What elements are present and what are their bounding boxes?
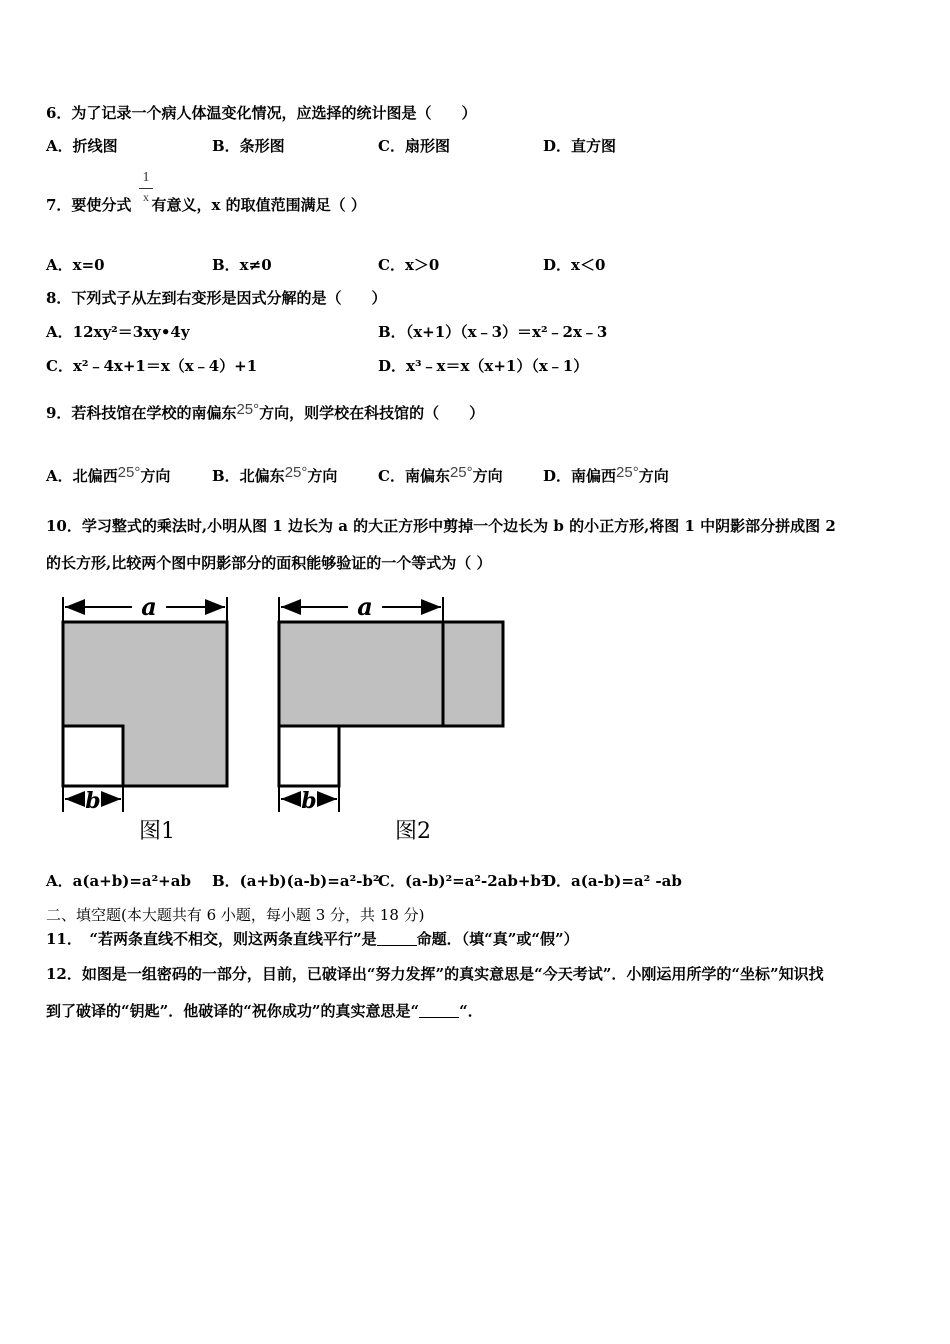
figure1-label-a: a bbox=[141, 592, 157, 621]
q8-option-c bbox=[46, 355, 257, 376]
q8-stem: 8．下列式子从左到右变形是因式分解的是（ ） bbox=[46, 289, 387, 307]
q7-frac-denominator: x bbox=[143, 190, 149, 204]
q8-option-c-label: C． bbox=[46, 357, 73, 375]
q9-option-b-suffix: 方向 bbox=[307, 467, 338, 485]
section2-title: 二、填空题(本大题共有 6 小题，每小题 3 分，共 18 分) bbox=[46, 906, 425, 924]
q10-stem-line2: 的长方形,比较两个图中阴影部分的面积能够验证的一个等式为（ ） bbox=[46, 554, 492, 572]
q8-option-a-text: 12xy²＝3xy•4y bbox=[72, 323, 190, 341]
q12-answer-blank[interactable] bbox=[419, 1016, 459, 1018]
q9-angle: 25° bbox=[236, 401, 260, 418]
q6-option-a: A．折线图 bbox=[46, 137, 118, 155]
figure2-label-b: b bbox=[301, 788, 317, 814]
q9-option-a-angle: 25° bbox=[117, 464, 141, 481]
q6-option-c: C．扇形图 bbox=[378, 137, 450, 155]
figure1-label-b: b bbox=[85, 788, 101, 814]
q12-stem-after: “． bbox=[459, 1002, 483, 1020]
q10-option-d: D．a(a-b)=a² -ab bbox=[543, 872, 682, 890]
q9-option-c-text: C．南偏东 bbox=[378, 467, 450, 485]
q7-frac-bar bbox=[139, 188, 153, 189]
q10-option-b: B．(a+b)(a-b)=a²-b² bbox=[212, 872, 380, 890]
q8-option-a-label: A． bbox=[46, 323, 73, 341]
figure2 bbox=[279, 592, 503, 844]
q7-option-a: A．x=0 bbox=[46, 256, 105, 274]
q7-frac-numerator: 1 bbox=[142, 170, 150, 185]
q11-stem-before: 11． “若两条直线不相交，则这两条直线平行”是 bbox=[46, 930, 377, 948]
q7-stem-after: 有意义，x 的取值范围满足（ ） bbox=[151, 196, 366, 214]
q9-option-a-text: A．北偏西 bbox=[46, 467, 118, 485]
q9-option-b bbox=[212, 464, 337, 486]
q9-option-c-suffix: 方向 bbox=[472, 467, 503, 485]
q12-stem-line2 bbox=[46, 1000, 483, 1021]
q6-option-b: B．条形图 bbox=[212, 137, 285, 155]
q9-option-c-angle: 25° bbox=[449, 464, 473, 481]
q11-stem-after: 命题．（填“真”或“假”） bbox=[416, 930, 579, 948]
q9-option-b-angle: 25° bbox=[284, 464, 308, 481]
q10-option-c: C．(a-b)²=a²-2ab+b² bbox=[378, 872, 548, 890]
figure2-small-square bbox=[279, 726, 339, 786]
q7-stem bbox=[46, 194, 366, 215]
q8-option-b-text: （x+1）（x﹣3）＝x²﹣2x﹣3 bbox=[405, 323, 608, 341]
q9-option-d-text: D．南偏西 bbox=[543, 467, 617, 485]
figure1-caption: 图1 bbox=[139, 819, 175, 844]
q11-answer-blank[interactable] bbox=[377, 944, 417, 946]
q6-stem: 6．为了记录一个病人体温变化情况，应选择的统计图是（ ） bbox=[46, 104, 477, 122]
q9-option-c bbox=[378, 464, 503, 486]
figure1 bbox=[63, 592, 227, 844]
q7-option-c: C．x＞0 bbox=[378, 256, 440, 274]
figure2-label-a: a bbox=[357, 592, 373, 621]
q7-option-d: D．x＜0 bbox=[543, 256, 606, 274]
q8-option-d-text: x³﹣x＝x（x+1）（x﹣1） bbox=[406, 357, 589, 375]
figure1-small-square bbox=[63, 726, 123, 786]
q8-option-b bbox=[378, 321, 607, 342]
q8-option-d-label: D． bbox=[378, 357, 407, 375]
q9-stem-after: 方向，则学校在科技馆的（ ） bbox=[259, 404, 485, 422]
q12-stem-before: 到了破译的“钥匙”．他破译的“祝你成功”的真实意思是“ bbox=[46, 1002, 420, 1020]
q8-option-c-text: x²﹣4x+1＝x（x﹣4）+1 bbox=[72, 357, 258, 375]
q7-option-b: B．x≠0 bbox=[212, 256, 272, 274]
q8-option-b-label: B． bbox=[378, 323, 406, 341]
q11-stem bbox=[46, 928, 579, 949]
q6-option-d: D．直方图 bbox=[543, 137, 617, 155]
q7-fraction bbox=[139, 170, 153, 205]
q10-option-a: A．a(a+b)=a²+ab bbox=[46, 872, 191, 890]
figure2-shaded-left bbox=[279, 622, 443, 726]
figure2-shaded-right bbox=[443, 622, 503, 726]
q9-stem bbox=[46, 401, 484, 423]
q10-stem-line1: 10．学习整式的乘法时,小明从图 1 边长为 a 的大正方形中剪掉一个边长为 b 的小正方形,将图 1 中阴影部分拼成图 2 bbox=[46, 517, 836, 535]
figure2-caption: 图2 bbox=[395, 819, 431, 844]
q8-option-d bbox=[378, 355, 588, 376]
q8-option-a bbox=[46, 321, 190, 342]
q9-option-a bbox=[46, 464, 170, 486]
q12-stem-line1: 12．如图是一组密码的一部分，目前，已破译出“努力发挥”的真实意思是“今天考试”．小刚运用所学的“坐标”知识找 bbox=[46, 965, 824, 983]
q10-figure bbox=[0, 585, 560, 850]
q9-option-a-suffix: 方向 bbox=[140, 467, 171, 485]
q7-stem-before: 7．要使分式 bbox=[46, 196, 132, 214]
q9-option-d-suffix: 方向 bbox=[638, 467, 669, 485]
q9-stem-before: 9．若科技馆在学校的南偏东 bbox=[46, 404, 237, 422]
q9-option-d-angle: 25° bbox=[616, 464, 639, 481]
q9-option-d bbox=[543, 464, 669, 486]
q9-option-b-text: B．北偏东 bbox=[212, 467, 285, 485]
